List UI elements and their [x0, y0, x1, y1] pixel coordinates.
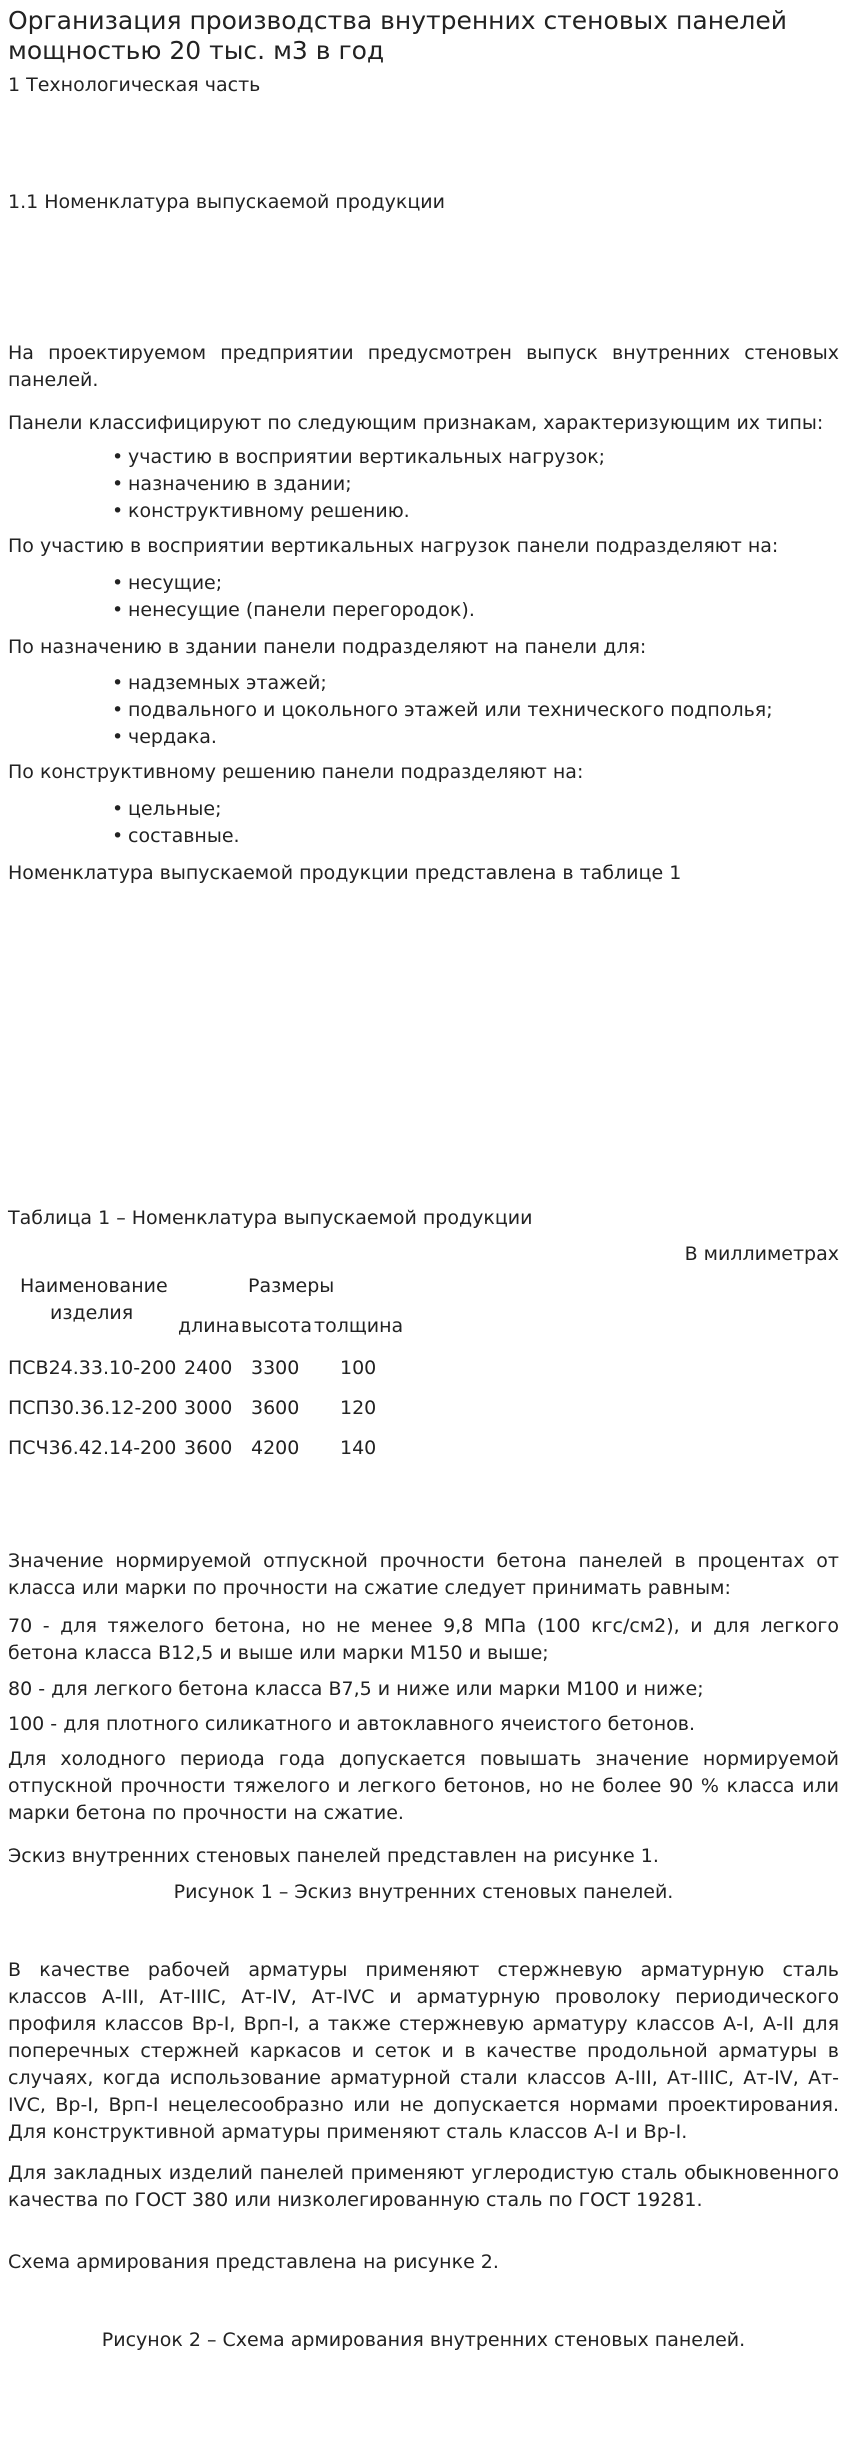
list-item: • составные. [108, 823, 240, 850]
by-design-paragraph: По конструктивному решению панели подразделяют на: [8, 761, 584, 783]
section-heading-1: 1 Технологическая часть [8, 74, 261, 96]
by-load-list [108, 570, 475, 624]
document-title: Организация производства внутренних стеновых панелей мощностью 20 тыс. м3 в год [8, 6, 788, 65]
classify-paragraph: Панели классифицируют по следующим признакам, характеризующим их типы: [8, 412, 824, 434]
table-header-length: длина [178, 1315, 240, 1337]
sketch-reference: Эскиз внутренних стеновых панелей представлен на рисунке 1. [8, 1845, 659, 1867]
strength-paragraph-5: Для холодного периода года допускается повышать значение нормируемой отпускной прочности тяжелого и легкого бетонов, но не более 90 % класса или марки бетона по прочности на сжатие. [8, 1748, 839, 1824]
by-design-list [108, 796, 240, 850]
table-cell-length: 3000 [184, 1397, 233, 1419]
strength-paragraph-4: 100 - для плотного силикатного и автоклавного ячеистого бетонов. [8, 1713, 696, 1735]
list-item: • ненесущие (панели перегородок). [108, 597, 475, 624]
list-item: • несущие; [108, 570, 475, 597]
table-header-height: высота [241, 1315, 312, 1337]
figure-2-caption: Рисунок 2 – Схема армирования внутренних стеновых панелей. [101, 2329, 746, 2351]
strength-paragraph-1: Значение нормируемой отпускной прочности бетона панелей в процентах от класса или марки по прочности на сжатие следует принимать равным: [8, 1550, 839, 1599]
table-cell-thickness: 120 [340, 1397, 377, 1419]
classify-list [108, 444, 605, 525]
table-header-sizes: Размеры [248, 1275, 335, 1297]
list-item: • цельные; [108, 796, 240, 823]
embedded-parts-paragraph: Для закладных изделий панелей применяют углеродистую сталь обыкновенного качества по ГОСТ 380 или низколегированную сталь по ГОСТ 19281. [8, 2162, 839, 2211]
table-cell-name: ПСП30.36.12-200 [8, 1397, 178, 1419]
section-heading-1-1: 1.1 Номенклатура выпускаемой продукции [8, 191, 445, 213]
table-reference: Номенклатура выпускаемой продукции представлена в таблице 1 [8, 862, 682, 884]
table-cell-name: ПСВ24.33.10-200 [8, 1357, 177, 1379]
table-cell-height: 3300 [251, 1357, 300, 1379]
table-cell-name: ПСЧ36.42.14-200 [8, 1437, 177, 1459]
list-item: • надземных этажей; [108, 670, 773, 697]
by-purpose-paragraph: По назначению в здании панели подразделяют на панели для: [8, 636, 647, 658]
table-header-thickness: толщина [314, 1315, 404, 1337]
table-cell-height: 3600 [251, 1397, 300, 1419]
list-item: • участию в восприятии вертикальных нагрузок; [108, 444, 605, 471]
table-caption: Таблица 1 – Номенклатура выпускаемой продукции [8, 1207, 533, 1229]
table-cell-height: 4200 [251, 1437, 300, 1459]
table-cell-thickness: 100 [340, 1357, 377, 1379]
list-item: • чердака. [108, 724, 773, 751]
list-item: • конструктивному решению. [108, 498, 605, 525]
intro-paragraph: На проектируемом предприятии предусмотрен выпуск внутренних стеновых панелей. [8, 342, 839, 391]
table-cell-thickness: 140 [340, 1437, 377, 1459]
nomenclature-table [8, 1273, 428, 1459]
by-load-paragraph: По участию в восприятии вертикальных нагрузок панели подразделяют на: [8, 535, 779, 557]
figure-1-caption: Рисунок 1 – Эскиз внутренних стеновых панелей. [173, 1881, 674, 1903]
table-header-name-2: изделия [50, 1302, 134, 1324]
table-cell-length: 2400 [184, 1357, 233, 1379]
list-item: • назначению в здании; [108, 471, 605, 498]
table-header-name: Наименование [20, 1275, 168, 1297]
strength-paragraph-3: 80 - для легкого бетона класса В7,5 и ниже или марки М100 и ниже; [8, 1678, 704, 1700]
table-units: В миллиметрах [684, 1243, 839, 1265]
scheme-reference: Схема армирования представлена на рисунке 2. [8, 2251, 499, 2273]
table-cell-length: 3600 [184, 1437, 233, 1459]
by-purpose-list [108, 670, 773, 751]
strength-paragraph-2: 70 - для тяжелого бетона, но не менее 9,8 МПа (100 кгс/см2), и для легкого бетона класса B12,5 и выше или марки М150 и выше; [8, 1615, 839, 1664]
rebar-paragraph: В качестве рабочей арматуры применяют стержневую арматурную сталь классов А-III, Ат-IIIС, Ат-IV, Ат-IVC и арматурную проволоку периодического профиля классов Вр-I, Врп-I, а также стержневую арматуру классов А-I, А-II для поперечных стержней каркасов и сеток и в качестве продольной арматуры в случаях, когда использование арматурной стали классов А-III, Ат-IIIС, Ат-IV, Ат-IVC, Вр-I, Врп-I нецелесообразно или не допускается нормами проектирования. Для конструктивной арматуры применяют сталь классов А-I и Вр-I. [8, 1959, 839, 2143]
list-item: • подвального и цокольного этажей или технического подполья; [108, 697, 773, 724]
